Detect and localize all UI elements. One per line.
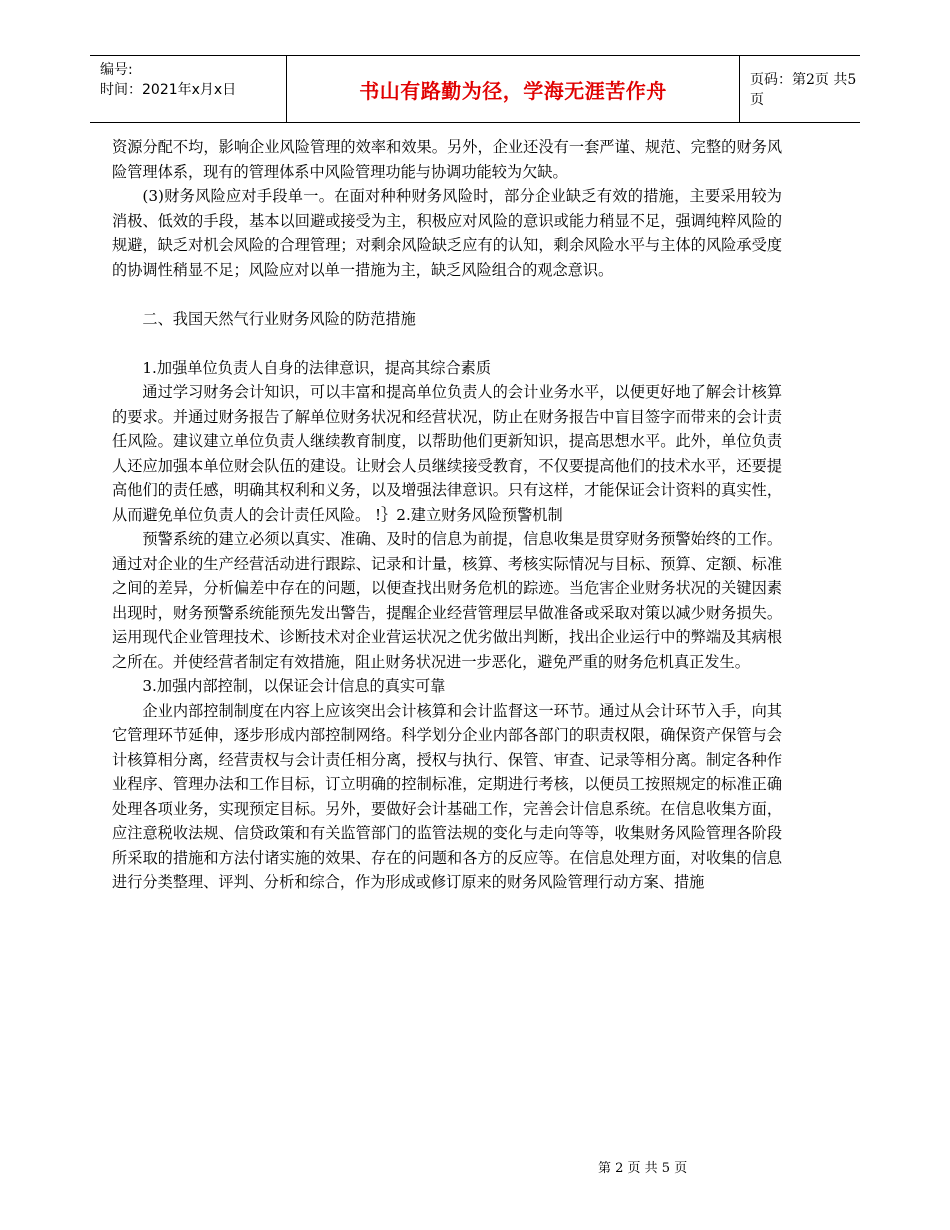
paragraph: 资源分配不均，影响企业风险管理的效率和效果。另外，企业还没有一套严谨、规范、完整的财务风险管理体系，现有的管理体系中风险管理功能与协调功能较为欠缺。 xyxy=(112,138,782,181)
header-page-info: 页码：第2页 共5页 xyxy=(750,72,857,108)
page-header xyxy=(90,55,860,123)
header-motto-cell xyxy=(286,56,740,122)
header-motto: 书山有路勤为径，学海无涯苦作舟 xyxy=(359,78,667,103)
paragraph: 企业内部控制制度在内容上应该突出会计核算和会计监督这一环节。通过从会计环节入手，向其它管理环节延伸，逐步形成内部控制网络。科学划分企业内部各部门的职责权限，确保资产保管与会计核算相分离，经营责权与会计责任相分离，授权与执行、保管、审查、记录等相分离。制定各种作业程序、管理办法和工作目标，订立明确的控制标准，定期进行考核，以便员工按照规定的标准正确处理各项业务，实现预定目标。另外，要做好会计基础工作，完善会计信息系统。在信息收集方面，应注意税收法规、信贷政策和有关监管部门的监管法规的变化与走向等等，收集财务风险管理各阶段所采取的措施和方法付诸实施的效果、存在的问题和各方的反应等。在信息处理方面，对收集的信息进行分类整理、评判、分析和综合，作为形成或修订原来的财务风险管理行动方案、措施 xyxy=(112,701,782,891)
section-heading: 二、我国天然气行业财务风险的防范措施 xyxy=(142,309,416,328)
header-meta xyxy=(100,56,290,122)
page-footer: 第 2 页 共 5 页 xyxy=(598,1161,688,1176)
paragraph: (3)财务风险应对手段单一。在面对种种财务风险时，部分企业缺乏有效的措施，主要采用较为消极、低效的手段，基本以回避或接受为主，积极应对风险的意识或能力稍显不足，强调纯粹风险的规避，缺乏对机会风险的合理管理；对剩余风险缺乏应有的认知，剩余风险水平与主体的风险承受度的协调性稍显不足；风险应对以单一措施为主，缺乏风险组合的观念意识。 xyxy=(112,187,782,279)
document-body xyxy=(112,135,782,895)
paragraph: 预警系统的建立必须以真实、准确、及时的信息为前提，信息收集是贯穿财务预警始终的工作。通过对企业的生产经营活动进行跟踪、记录和计量，核算、考核实际情况与目标、预算、定额、标准之间的差异，分析偏差中存在的问题，以便查找出财务危机的踪迹。当危害企业财务状况的关键因素出现时，财务预警系统能预先发出警告，提醒企业经营管理层早做准备或采取对策以减少财务损失。运用现代企业管理技术、诊断技术对企业营运状况之优劣做出判断，找出企业运行中的弊端及其病根之所在。并使经营者制定有效措施，阻止财务状况进一步恶化，避免严重的财务危机真正发生。 xyxy=(112,530,782,671)
paragraph: 通过学习财务会计知识，可以丰富和提高单位负责人的会计业务水平，以便更好地了解会计核算的要求。并通过财务报告了解单位财务状况和经营状况，防止在财务报告中盲目签字而带来的会计责任风险。建议建立单位负责人继续教育制度，以帮助他们更新知识，提高思想水平。此外，单位负责人还应加强本单位财会队伍的建设。让财会人员继续接受教育，不仅要提高他们的技术水平，还要提高他们的责任感，明确其权利和义务，以及增强法律意识。只有这样，才能保证会计资料的真实性，从而避免单位负责人的会计责任风险。 !｝2.建立财务风险预警机制 xyxy=(112,383,782,524)
subsection-heading: 1.加强单位负责人自身的法律意识，提高其综合素质 xyxy=(142,358,492,377)
document-number-label: 编号: xyxy=(100,62,133,78)
subsection-heading: 3.加强内部控制，以保证会计信息的真实可靠 xyxy=(142,677,446,695)
document-date: 时间：2021年x月x日 xyxy=(100,82,237,98)
